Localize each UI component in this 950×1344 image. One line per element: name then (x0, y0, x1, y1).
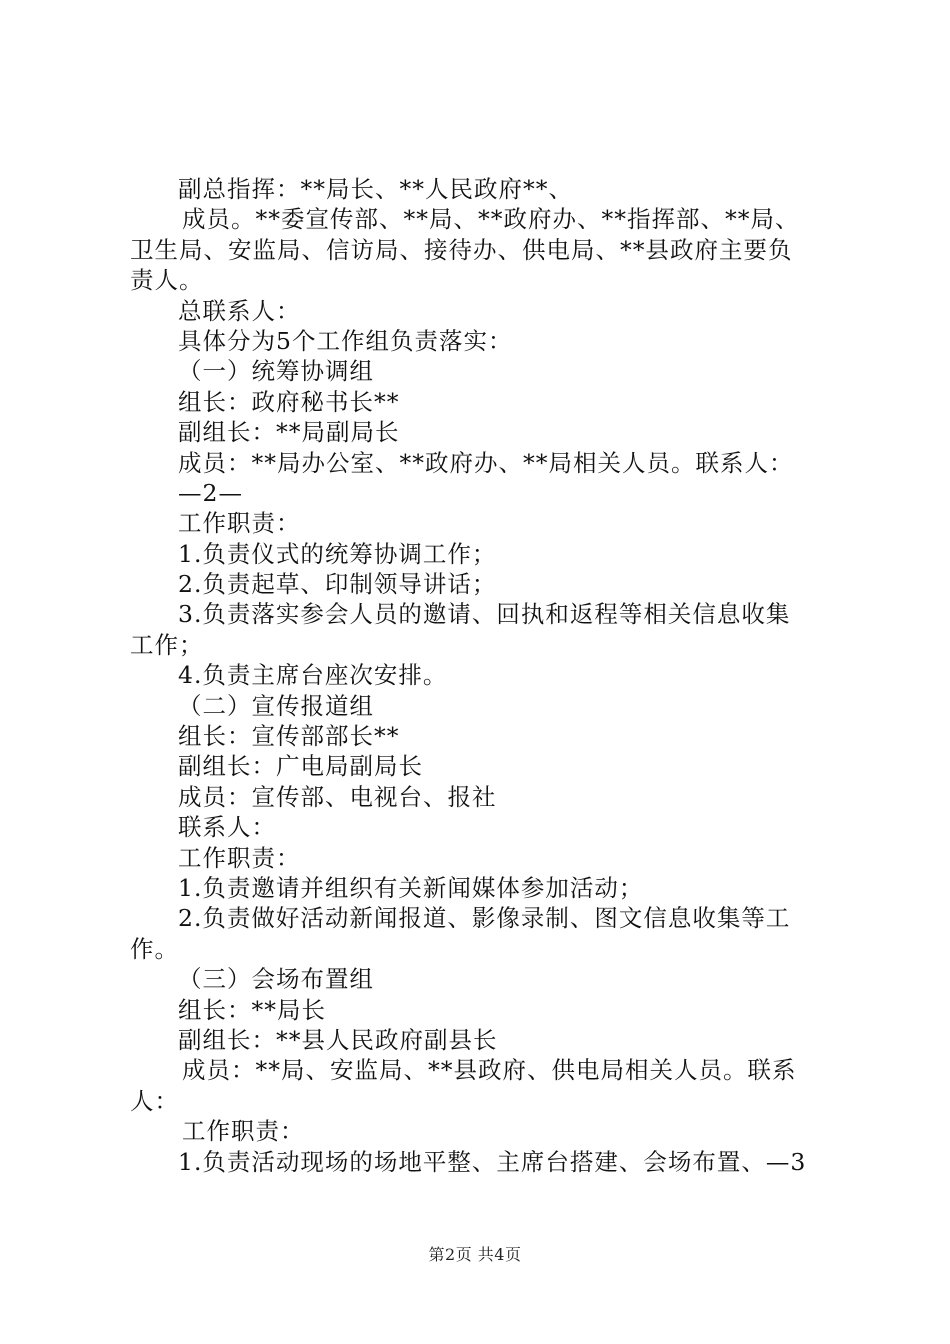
text-line (130, 204, 832, 234)
text-line-content: 成员。**委宣传部、**局、**政府办、**指挥部、**局、 (182, 205, 800, 234)
list-item: 2.负责起草、印制领导讲话； (178, 570, 497, 599)
list-item: 3.负责落实参会人员的邀请、回执和返程等相关信息收集 (178, 600, 791, 629)
text-line: 工作职责： (178, 843, 301, 872)
text-line: 组长：**局长 (178, 995, 326, 1024)
text-line: 责人。 (130, 266, 204, 295)
text-line: 组长：宣传部部长** (178, 722, 400, 751)
page-marker: —2— (178, 478, 243, 507)
text-line: 工作职责： (182, 1117, 305, 1146)
text-line: 副组长：**局副局长 (178, 418, 400, 447)
text-line: 工作职责： (178, 509, 301, 538)
list-item-continuation: 工作； (130, 630, 204, 659)
text-line: 成员：**局办公室、**政府办、**局相关人员。联系人： (178, 448, 794, 477)
text-line: 具体分为5个工作组负责落实： (178, 326, 513, 355)
text-line: 副组长：**县人民政府副县长 (178, 1025, 498, 1054)
section-heading: （三）会场布置组 (178, 965, 374, 994)
text-line-continuation: 人： (130, 1086, 179, 1115)
text-line: 成员：**局、安监局、**县政府、供电局相关人员。联系 (182, 1056, 797, 1085)
list-item: 1.负责活动现场的场地平整、主席台搭建、会场布置、—3 (178, 1147, 807, 1176)
text-line: 联系人： (178, 813, 276, 842)
list-item: 1.负责仪式的统筹协调工作； (178, 539, 497, 568)
text-line: 卫生局、安监局、信访局、接待办、供电局、**县政府主要负 (130, 235, 793, 264)
list-item: 4.负责主席台座次安排。 (178, 661, 448, 690)
text-line: 成员：宣传部、电视台、报社 (178, 782, 497, 811)
section-heading: （二）宣传报道组 (178, 691, 374, 720)
page-footer: 第2页 共4页 (428, 1245, 522, 1264)
text-line: 组长：政府秘书长** (178, 387, 400, 416)
text-line: 副组长：广电局副局长 (178, 752, 423, 781)
text-line: 副总指挥：**局长、**人民政府**、 (178, 175, 573, 203)
text-line: 总联系人： (178, 296, 301, 325)
list-item: 2.负责做好活动新闻报道、影像录制、图文信息收集等工 (178, 904, 791, 933)
document-body (130, 174, 832, 1177)
section-heading: （一）统筹协调组 (178, 357, 374, 386)
list-item: 1.负责邀请并组织有关新闻媒体参加活动； (178, 873, 644, 902)
list-item-continuation: 作。 (130, 934, 179, 963)
